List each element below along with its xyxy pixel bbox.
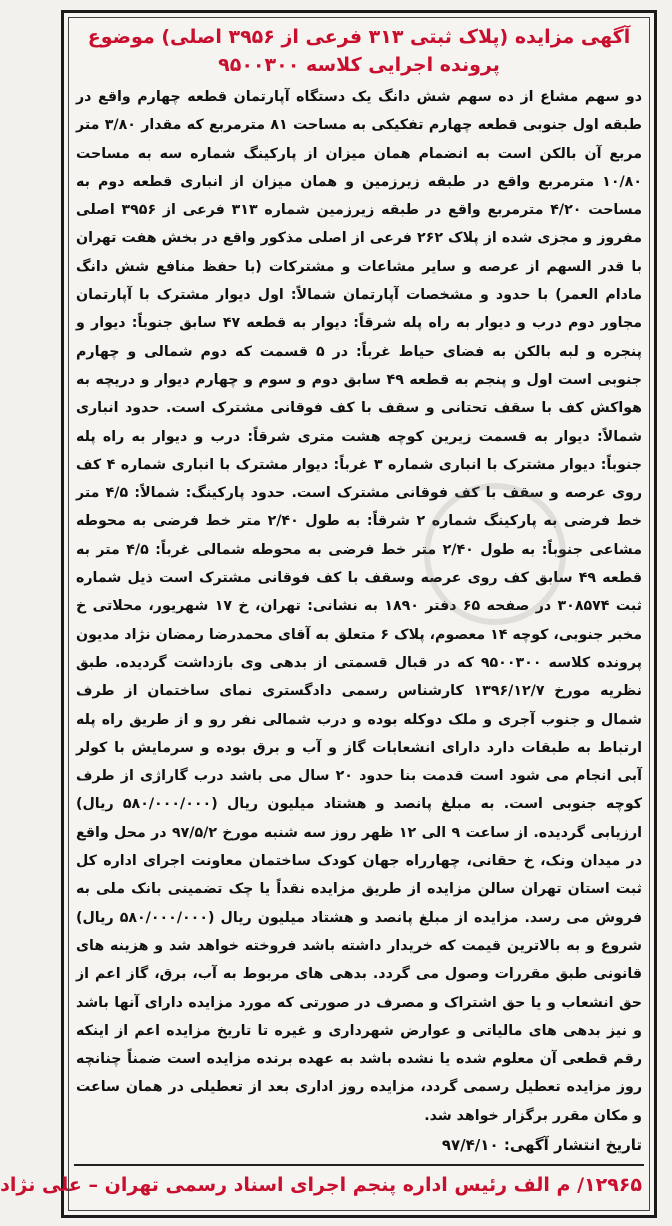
publish-date-line [76,1132,642,1158]
notice-title: آگهی مزایده (پلاک ثبتی ۳۱۳ فرعی از ۳۹۵۶ اصلی) موضوع پرونده اجرایی کلاسه ۹۵۰۰۳۰۰ [87,26,631,76]
publish-date-label: تاریخ انتشار آگهی: [503,1135,642,1154]
publish-date-value: ۹۷/۴/۱۰ [441,1135,499,1154]
notice-signature: ۱۲۹۶۵/ م الف رئیس اداره پنجم اجرای اسناد رسمی تهران – علی نژاد [0,1173,642,1196]
notice-body: دو سهم مشاع از ده سهم شش دانگ یک دستگاه آپارتمان قطعه چهارم واقع در طبقه اول جنوبی قطعه چهارم تفکیکی به مساحت ۸۱ مترمربع که مقدار ۳/۸۰ متر مربع آن بالکن است به انضمام همان میزان از پارکینگ شماره سه به مساحت ۱۰/۸۰ مترمربع واقع در طبقه زیرزمین و همان میزان از انباری قطعه دوم به مساحت ۴/۲۰ مترمربع واقع در طبقه زیرزمین شماره ۳۱۳ فرعی از ۳۹۵۶ اصلی مفروز و مجزی شده از پلاک ۲۶۲ فرعی از اصلی مذکور واقع در بخش هفت تهران با قدر السهم از عرصه و سایر مشاعات و مشترکات (با حفظ منافع شش دانگ مادام العمر) با حدود و مشخصات آپارتمان شمالاً: اول دیوار مشترک با آپارتمان مجاور دوم درب و دیوار به راه پله شرقاً: دیوار به قطعه ۴۷ سابق جنوباً: دیوار و پنجره و لبه بالکن به فضای حیاط غرباً: در ۵ قسمت که دوم شمالی و چهارم جنوبی است اول و پنجم به قطعه ۴۹ سابق دوم و سوم و چهارم دیوار و دریچه به هواکش کف با سقف تحتانی و سقف با کف فوقانی مشترک است. حدود انباری شمالاً: دیوار به قسمت زیرین کوچه هشت متری شرقاً: درب و دیوار به راه پله جنوباً: دیوار مشترک با انباری شماره ۳ غرباً: دیوار مشترک با انباری شماره ۴ کف روی عرصه و سقف با کف فوقانی مشترک است. حدود پارکینگ: شمالاً: ۴/۵ متر خط فرضی به پارکینگ شماره ۲ شرقاً: به طول ۲/۴۰ متر خط فرضی به محوطه مشاعی جنوباً: به طول ۲/۴۰ متر خط فرضی به محوطه شمالی غرباً: ۴/۵ متر به قطعه ۴۹ سابق کف روی عرصه وسقف با کف فوقانی مشترک است ذیل شماره ثبت ۳۰۸۵۷۴ در صفحه ۶۵ دفتر ۱۸۹۰ به نشانی: تهران، خ ۱۷ شهریور، محلاتی خ مخبر جنوبی، کوچه ۱۴ معصوم، پلاک ۶ متعلق به آقای محمدرضا رمضان نژاد مدیون پرونده کلاسه ۹۵۰۰۳۰۰ که در قبال قسمتی از بدهی وی بازداشت گردیده. طبق نظریه مورخ ۱۳۹۶/۱۲/۷ کارشناس رسمی دادگستری نمای ساختمان از طرف شمال و جنوب آجری و ملک دوکله بوده و درب شمالی نفر رو و از طریق راه پله ارتباط به طبقات دارد دارای انشعابات گاز و آب و برق بوده و سرمایش با کولر آبی انجام می شود است قدمت بنا حدود ۲۰ سال می باشد درب گاراژی از طرف کوچه جنوبی است. به مبلغ پانصد و هشتاد میلیون ریال (۵۸۰/۰۰۰/۰۰۰ ریال) ارزیابی گردیده. از ساعت ۹ الی ۱۲ ظهر روز سه شنبه مورخ ۹۷/۵/۲ در محل واقع در میدان ونک، خ حقانی، چهارراه جهان کودک ساختمان معاونت اجرای اداره کل ثبت استان تهران سالن مزایده از طریق مزایده نقداً یا چک تضمینی بانک ملی به فروش می رسد. مزایده از مبلغ پانصد و هشتاد میلیون ریال (۵۸۰/۰۰۰/۰۰۰ ریال) شروع و به بالاترین قیمت که خریدار داشته باشد فروخته خواهد شد و هزینه های قانونی طبق مقررات وصول می گردد. بدهی های مربوط به آب، برق، گاز اعم از حق انشعاب و یا حق اشتراک و مصرف در صورتی که مورد مزایده دارای آنها باشد و نیز بدهی های مالیاتی و عوارض شهرداری و غیره تا تاریخ مزایده اعم از اینکه رقم قطعی آن معلوم شده یا نشده باشد به عهده برنده مزایده است ضمناً چنانچه روز مزایده تعطیل رسمی گردد، مزایده روز اداری بعد از تعطیلی در همان ساعت و مکان مقرر برگزار خواهد شد. [76,89,643,1124]
auction-notice [0,10,657,1218]
signature-divider [74,1164,644,1166]
